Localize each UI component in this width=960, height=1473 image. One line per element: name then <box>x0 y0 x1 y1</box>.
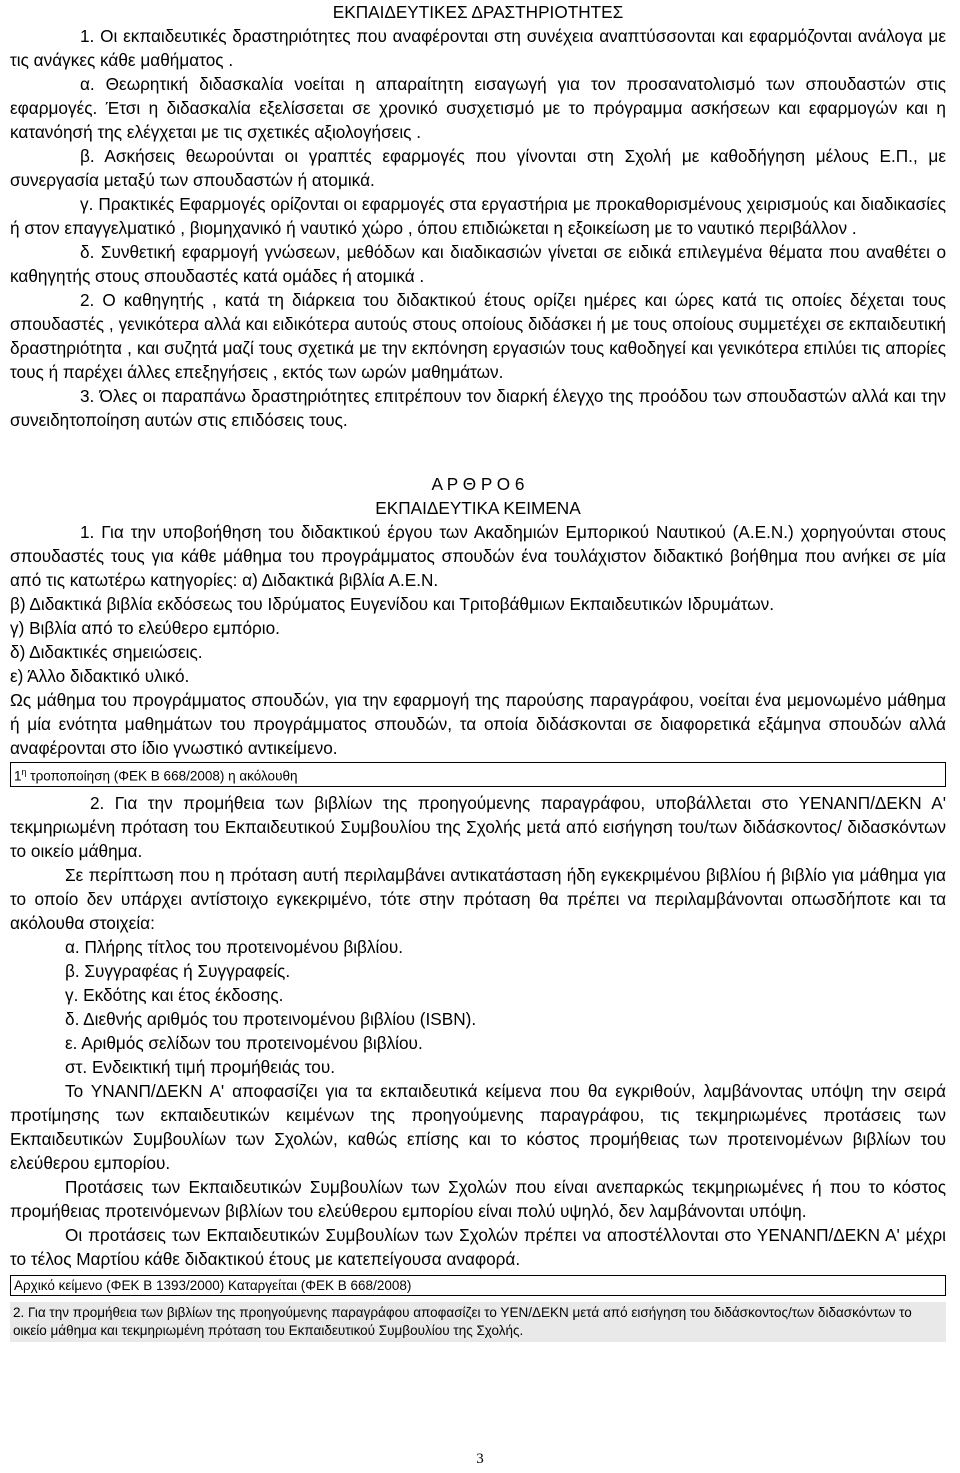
category-b: β) Διδακτικά βιβλία εκδόσεως του Ιδρύματος Ευγενίδου και Τριτοβάθμιων Εκπαιδευτικών Ιδρυμάτων. <box>10 594 775 614</box>
amended-paragraph-2: 2. Για την προμήθεια των βιβλίων της προηγούμενης παραγράφου, υποβάλλεται στο ΥΕΝΑΝΠ/ΔΕΚΝ Α' τεκμηριωμένη πρόταση του Εκπαιδευτικού Συμβουλίου της Σχολής μετά από εισήγηση του/των διδάσκοντος/ διδασκόντων το οικείο μάθημα. <box>10 792 946 861</box>
replacement-case-paragraph: Σε περίπτωση που η πρόταση αυτή περιλαμβάνει αντικατάσταση ήδη εγκεκριμένου βιβλίου ή βιβλίο για μάθημα για το οποίο δεν υπάρχει αντίστοιχο εγκεκριμένο, τότε στην πρόταση θα πρέπει να περιλαμβάνονται οπωσδήποτε και τα ακόλουθα στοιχεία: <box>10 864 946 933</box>
ynanp-decision-paragraph: Το ΥΝΑΝΠ/ΔΕΚΝ Α' αποφασίζει για τα εκπαιδευτικά κείμενα που θα εγκριθούν, λαμβάνοντας υπόψη την σειρά προτίμησης των εκπαιδευτικών κειμένων της προηγούμενης παραγράφου, τις τεκμηριωμένες προτάσεις των Εκπαιδευτικών Συμβουλίων των Σχολών, καθώς επίσης και το κόστος προμήθειας των προτεινομένων βιβλίων του ελεύθερου εμπορίου. <box>10 1080 946 1173</box>
paragraph-3: 3. Όλες οι παραπάνω δραστηριότητες επιτρέπουν τον διαρκή έλεγχο της προόδου των σπουδαστών αλλά και την συνειδητοποίηση αυτών στις επιδόσεις τους. <box>10 386 946 430</box>
proposals-paragraph: Προτάσεις των Εκπαιδευτικών Συμβουλίων των Σχολών που είναι ανεπαρκώς τεκμηριωμένες ή που το κόστος προμήθειας προτεινόμενων βιβλίων του ελεύθερου εμπορίου είναι πολύ υψηλό, δεν λαμβάνονται υπόψη. <box>10 1176 946 1221</box>
document-page <box>10 0 946 1342</box>
paragraph-c: γ. Πρακτικές Εφαρμογές ορίζονται οι εφαρμογές στα εργαστήρια με προκαθορισμένους χειρισμούς και διαδικασίες ή στον επαγγελματικό , βιομηχανικό ή ναυτικό χώρο , όπου επιδιώκεται η εξοικείωση με το ναυτικό περιβάλλον . <box>10 194 946 238</box>
amendment-superscript: η <box>21 767 27 777</box>
section-heading: ΕΚΠΑΙΔΕΥΤΙΚΕΣ ΔΡΑΣΤΗΡΙΟΤΗΤΕΣ <box>332 2 624 22</box>
amendment-note-text: τροποποίηση (ΦΕΚ Β 668/2008) η ακόλουθη <box>26 768 298 784</box>
list-item: α. Πλήρης τίτλος του προτεινομένου βιβλίου. <box>65 936 404 957</box>
list-item: γ. Εκδότης και έτος έκδοσης. <box>65 984 284 1005</box>
article-paragraph-1: 1. Για την υποβοήθηση του διδακτικού έργου των Ακαδημιών Εμπορικού Ναυτικού (Α.Ε.Ν.) χορηγούνται στους σπουδαστές τους για κάθε μάθημα του προγράμματος σπουδών ένα τουλάχιστον διδακτικό βοήθημα που ανήκει σε μία από τις κατωτέρω κατηγορίες: α) Διδακτικά βιβλία Α.Ε.Ν. <box>10 522 946 590</box>
course-definition: Ως μάθημα του προγράμματος σπουδών, για την εφαρμογή της παρούσης παραγράφου, νοείται ένα μεμονωμένο μάθημα ή μία ενότητα μαθημάτων του προγράμματος σπουδών, τα οποία διδάσκονται σε διαφορετικά εξάμηνα σπουδών αλλά αναφέρονται στο ίδιο γνωστικό αντικείμενο. <box>10 690 946 758</box>
page-number: 3 <box>476 1451 484 1467</box>
original-text-note: Αρχικό κείμενο (ΦΕΚ Β 1393/2000) Καταργείται (ΦΕΚ Β 668/2008) <box>10 1275 946 1296</box>
list-item: στ. Ενδεικτική τιμή προμήθειάς του. <box>65 1056 335 1077</box>
paragraph-2: 2. Ο καθηγητής , κατά τη διάρκεια του διδακτικού έτους ορίζει ημέρες και ώρες κατά τις οποίες δέχεται τους σπουδαστές , γενικότερα αλλά και ειδικότερα αυτούς στους οποίους διδάσκει ή με τους οποίους συμμετέχει σε εκπαιδευτική δραστηριότητα , και συζητά μαζί τους σχετικά με την εκπόνηση εργασιών τους καθοδηγεί και γενικότερα επιλύει τις απορίες τους ή παρέχει άλλες επεξηγήσεις , εκτός των ωρών μαθημάτων. <box>10 290 946 382</box>
category-g: γ) Βιβλία από το ελεύθερο εμπόριο. <box>10 618 280 638</box>
category-e: ε) Άλλο διδακτικό υλικό. <box>10 666 190 686</box>
amendment-note <box>10 762 946 787</box>
amendment-number: 1 <box>14 768 22 784</box>
deadline-paragraph: Οι προτάσεις των Εκπαιδευτικών Συμβουλίων των Σχολών πρέπει να αποστέλλονται στο ΥΕΝΑΝΠ/ΔΕΚΝ Α' μέχρι το τέλος Μαρτίου κάθε διδακτικού έτους με κατεπείγουσα αναφορά. <box>10 1224 946 1269</box>
article-title: Α Ρ Θ Ρ Ο 6 <box>431 474 525 494</box>
paragraph-a: α. Θεωρητική διδασκαλία νοείται η απαραίτητη εισαγωγή για τον προσανατολισμό των σπουδαστών στις εφαρμογές. Έτσι η διδασκαλία εξελίσσεται σε χρονικό συσχετισμό με το πρόγραμμα ασκήσεων και εφαρμογών και η κατανόησή της ελέγχεται με τις σχετικές αξιολογήσεις . <box>10 74 946 142</box>
list-item: δ. Διεθνής αριθμός του προτεινομένου βιβλίου (ISBN). <box>65 1008 477 1029</box>
article-subtitle: ΕΚΠΑΙΔΕΥΤΙΚΑ ΚΕΙΜΕΝΑ <box>375 498 581 518</box>
list-item: β. Συγγραφέας ή Συγγραφείς. <box>65 960 291 981</box>
paragraph-1: 1. Οι εκπαιδευτικές δραστηριότητες που αναφέρονται στη συνέχεια αναπτύσσονται και εφαρμόζονται ανάλογα με τις ανάγκες κάθε μαθήματος . <box>10 26 946 70</box>
original-text-block: 2. Για την προμήθεια των βιβλίων της προηγούμενης παραγράφου αποφασίζει το ΥΕΝ/ΔΕΚΝ μετά από εισήγηση του διδάσκοντος/των διδασκόντων το οικείο μάθημα και τεκμηριωμένη πρόταση του Εκπαιδευτικού Συμβουλίου της Σχολής. <box>10 1302 946 1342</box>
paragraph-d: δ. Συνθετική εφαρμογή γνώσεων, μεθόδων και διαδικασιών γίνεται σε ειδικά επιλεγμένα θέματα που αναθέτει ο καθηγητής στους σπουδαστές κατά ομάδες ή ατομικά . <box>10 242 946 286</box>
category-d: δ) Διδακτικές σημειώσεις. <box>10 642 203 662</box>
list-item: ε. Αριθμός σελίδων του προτεινομένου βιβλίου. <box>65 1032 423 1053</box>
paragraph-b: β. Ασκήσεις θεωρούνται οι γραπτές εφαρμογές που γίνονται στη Σχολή με καθοδήγηση μέλους Ε.Π., με συνεργασία μεταξύ των σπουδαστών ή ατομικά. <box>10 146 946 190</box>
